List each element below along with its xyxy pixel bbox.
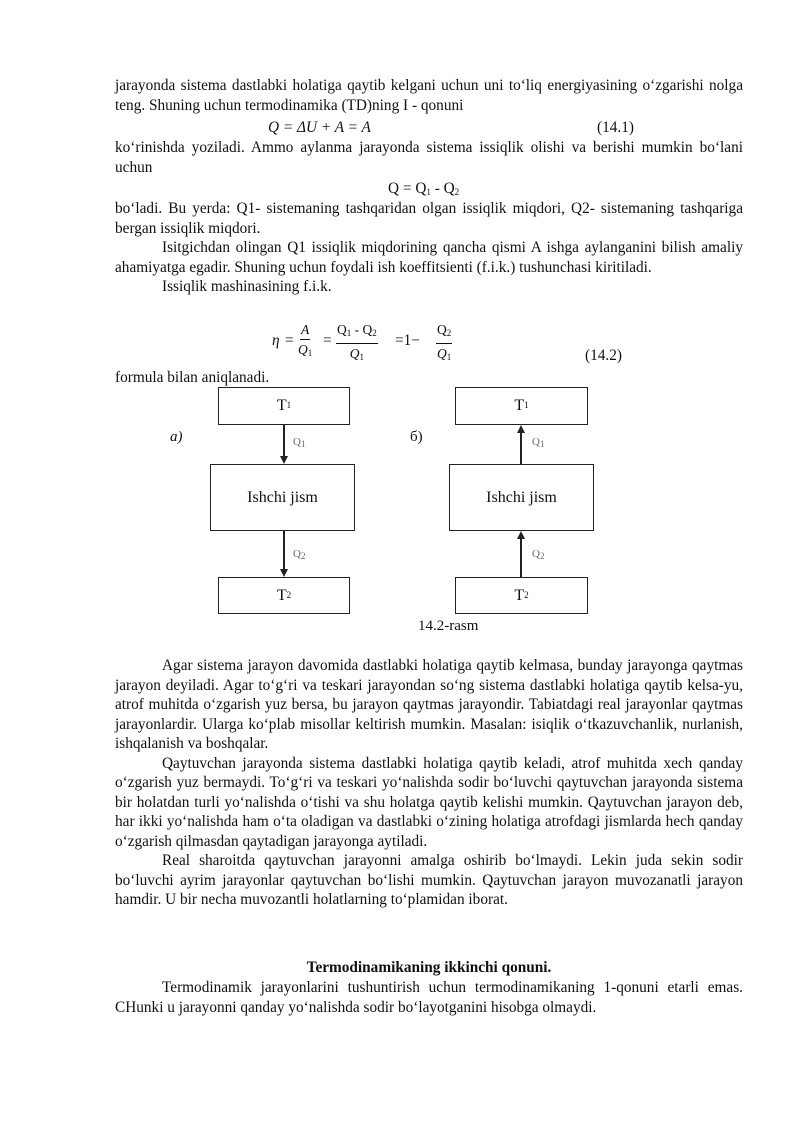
paragraph-text: Isitgichdan olingan Q1 issiqlik miqdorining qancha qismi A ishga aylanganini bilish amaliy ahamiyatga egadir. Shuning uchun foydali ish koeffitsienti (f.i.k.) tushunchasi kiritiladi. bbox=[115, 239, 743, 276]
paragraph-text: ko‘rinishda yoziladi. Ammo aylanma jarayonda sistema issiqlik olishi va berishi mumkin bo‘lani uchun bbox=[115, 139, 743, 176]
paragraph-text: jarayonda sistema dastlabki holatiga qaytib kelgani uchun uni to‘liq energiyasining o‘zgarishi nolga teng. Shuning uchun termodinamika (TD)ning I - qonuni bbox=[115, 77, 743, 114]
figure-caption: 14.2-rasm bbox=[418, 618, 479, 634]
q1-label-a: $Q_1$ bbox=[293, 436, 306, 449]
paragraph-text: bo‘ladi. Bu yerda: Q1- sistemaning tashqaridan olgan issiqlik miqdori, Q2- sistemaning tashqariga bergan issiqlik miqdori. bbox=[115, 200, 743, 237]
arrow-up-icon bbox=[517, 425, 525, 433]
equation-number-14-1: (14.1) bbox=[597, 119, 634, 136]
section-heading: Termodinamikaning ikkinchi qonuni. bbox=[306, 959, 552, 976]
equation-14-1: Q = ΔU + A = A bbox=[268, 119, 371, 136]
figure-label-b: б) bbox=[410, 429, 423, 445]
paragraph-text: Agar sistema jarayon davomida dastlabki holatiga qaytib kelmasa, bunday jarayonga qaytmas jarayon deyiladi. Agar to‘g‘ri va teskari jarayondan so‘ng sistema dastlabki holatiga qaytib kelsa-yu, atrof muhitda o‘zgarish yuz bersa, bu jarayon qaytmas jarayondir. Tabiatdagi real jarayonlar qaytmas jarayonlardir. Ularga ko‘plab misollar keltirish mumkin. Masalan: isiqlik o‘tkazuvchanlik, nurlanish, ishqalanish va boshqalar. bbox=[115, 657, 743, 752]
paragraph-cycle bbox=[115, 138, 743, 177]
q2-label-b: $Q_2$ bbox=[532, 548, 545, 561]
arrow-q2-line-b bbox=[520, 539, 522, 577]
paragraph-definitions bbox=[115, 199, 743, 297]
hot-reservoir-box-a: T 1 bbox=[218, 387, 350, 425]
equation-q-balance: $Q = Q_1 - Q_2$ bbox=[388, 180, 460, 197]
equation-number-14-2: (14.2) bbox=[585, 347, 622, 364]
paragraph-formula-note bbox=[115, 368, 743, 388]
paragraph-second-law bbox=[115, 978, 743, 1017]
paragraph-intro bbox=[115, 76, 743, 115]
arrow-q2-line-a bbox=[283, 531, 285, 569]
arrow-up-icon bbox=[517, 531, 525, 539]
document-page: jarayonda sistema dastlabki holatiga qaytib kelgani uchun uni to‘liq energiyasining o‘zgarishi nolga teng. Shuning uchun termodinamika (TD)ning I - qonuni Q = ΔU + A = A (14.1) ko‘rinishda yoziladi. Ammo aylanma jarayonda sistema issiqlik olishi va berishi mumkin bo‘lani uchun $Q = Q_1 - Q_2$ bo‘ladi. Bu yerda: Q1- sistemaning tashqaridan olgan issiqlik miqdori, Q2- sistemaning tashqariga bergan issiqlik miqdori. Isitgichdan olingan Q1 issiqlik miqdorining qancha qismi A ishga aylanganini bilish amaliy ahamiyatga egadir. Shuning uchun foydali ish koeffitsienti (f.i.k.) tushunchasi kiritiladi. Issiqlik mashinasining f.i.k. η = $\frac{A}{Q_1}$ = $\frac{Q_1 - Q_2}{Q_1}$ =1− $\frac{Q_2}{Q_1}$ (14.2) formula bilan aniqlanadi. a) б) T 1 $Q_1$ Ishchi jism $Q_2$ T 2 T 1 $Q_1$ Ishchi jism $Q_2$ T 2 14.2-rasm Agar sistema jarayon davomida dastlabki holatiga qaytib kelmasa, bunday jarayonga qaytmas jarayon deyiladi. Agar to‘g‘ri va teskari jarayondan so‘ng sistema dastlabki holatiga qaytib kelsa-yu, atrof muhitda o‘zgarish yuz bersa, bu jarayon qaytmas jarayondir. Tabiatdagi real jarayonlar qaytmas jarayonlardir. Ularga ko‘plab misollar keltirish mumkin. Masalan: isiqlik o‘tkazuvchanlik, nurlanish, ishqalanish va boshqalar. Qaytuvchan jarayonda sistema dastlabki holatiga qaytib keladi, atrof muhitda xech qanday o‘zgarish yuz bermaydi. To‘g‘ri va teskari yo‘nalishda sodir bo‘luvchi qaytuvchan jarayonda sistema bir holatdan turli yo‘nalishda o‘tishi va shu holatga qaytib kelishi mumkin. Qaytuvchan jarayon deb, har ikki yo‘nalishda ham o‘ta oladigan va dastlabki o‘zining holatiga atrofdagi jismlarda hech qanday o‘zgarish qilmasdan qaytadigan jarayonga aytiladi. Real sharoitda qaytuvchan jarayonni amalga oshirib bo‘lmaydi. Lekin juda sekin sodir bo‘luvchi ayrim jarayonlar qaytuvchan bo‘lishi mumkin. Qaytuvchan jarayon muvozanatli jarayon hamdir. U bir necha muvozantli holatlarning to‘plamidan iborat. Termodinamikaning ikkinchi qonuni. Termodinamik jarayonlarini tushuntirish uchun termodinamikaning 1-qonuni etarli emas. CHunki u jarayonni qanday yo‘nalishda sodir bo‘layotganini hisobga olmaydi. bbox=[115, 77, 743, 1016]
paragraph-text: Real sharoitda qaytuvchan jarayonni amalga oshirib bo‘lmaydi. Lekin juda sekin sodir bo‘luvchi ayrim jarayonlar qaytuvchan bo‘lishi mumkin. Qaytuvchan jarayon muvozanatli jarayon hamdir. U bir necha muvozantli holatlarning to‘plamidan iborat. bbox=[115, 852, 743, 908]
working-body-box-b: Ishchi jism bbox=[449, 464, 594, 531]
arrow-down-icon bbox=[280, 456, 288, 464]
arrow-q1-line-a bbox=[283, 425, 285, 456]
arrow-q1-line-b bbox=[520, 433, 522, 464]
cold-reservoir-box-b: T 2 bbox=[455, 577, 588, 614]
paragraph-text: Issiqlik mashinasining f.i.k. bbox=[162, 278, 332, 295]
q2-label-a: $Q_2$ bbox=[293, 548, 306, 561]
paragraph-text: Qaytuvchan jarayonda sistema dastlabki holatiga qaytib keladi, atrof muhitda xech qanday o‘zgarish yuz bermaydi. To‘g‘ri va teskari yo‘nalishda sodir bo‘luvchi qaytuvchan jarayonda sistema bir holatdan turli yo‘nalishda o‘tishi va shu holatga qaytib kelishi mumkin. Qaytuvchan jarayon deb, har ikki yo‘nalishda ham o‘ta oladigan va dastlabki o‘zining holatiga atrofdagi jismlarda hech qanday o‘zgarish qilmasdan qaytadigan jarayonga aytiladi. bbox=[115, 754, 743, 850]
hot-reservoir-box-b: T 1 bbox=[455, 387, 588, 425]
paragraph-text: Termodinamik jarayonlarini tushuntirish uchun termodinamikaning 1-qonuni etarli emas. CHunki u jarayonni qanday yo‘nalishda sodir bo‘layotganini hisobga olmaydi. bbox=[115, 979, 743, 1016]
paragraph-irreversible bbox=[115, 656, 743, 910]
arrow-down-icon bbox=[280, 569, 288, 577]
figure-label-a: a) bbox=[170, 429, 183, 445]
q1-label-b: $Q_1$ bbox=[532, 436, 545, 449]
paragraph-text: formula bilan aniqlanadi. bbox=[115, 369, 270, 386]
cold-reservoir-box-a: T 2 bbox=[218, 577, 350, 614]
working-body-box-a: Ishchi jism bbox=[210, 464, 355, 531]
